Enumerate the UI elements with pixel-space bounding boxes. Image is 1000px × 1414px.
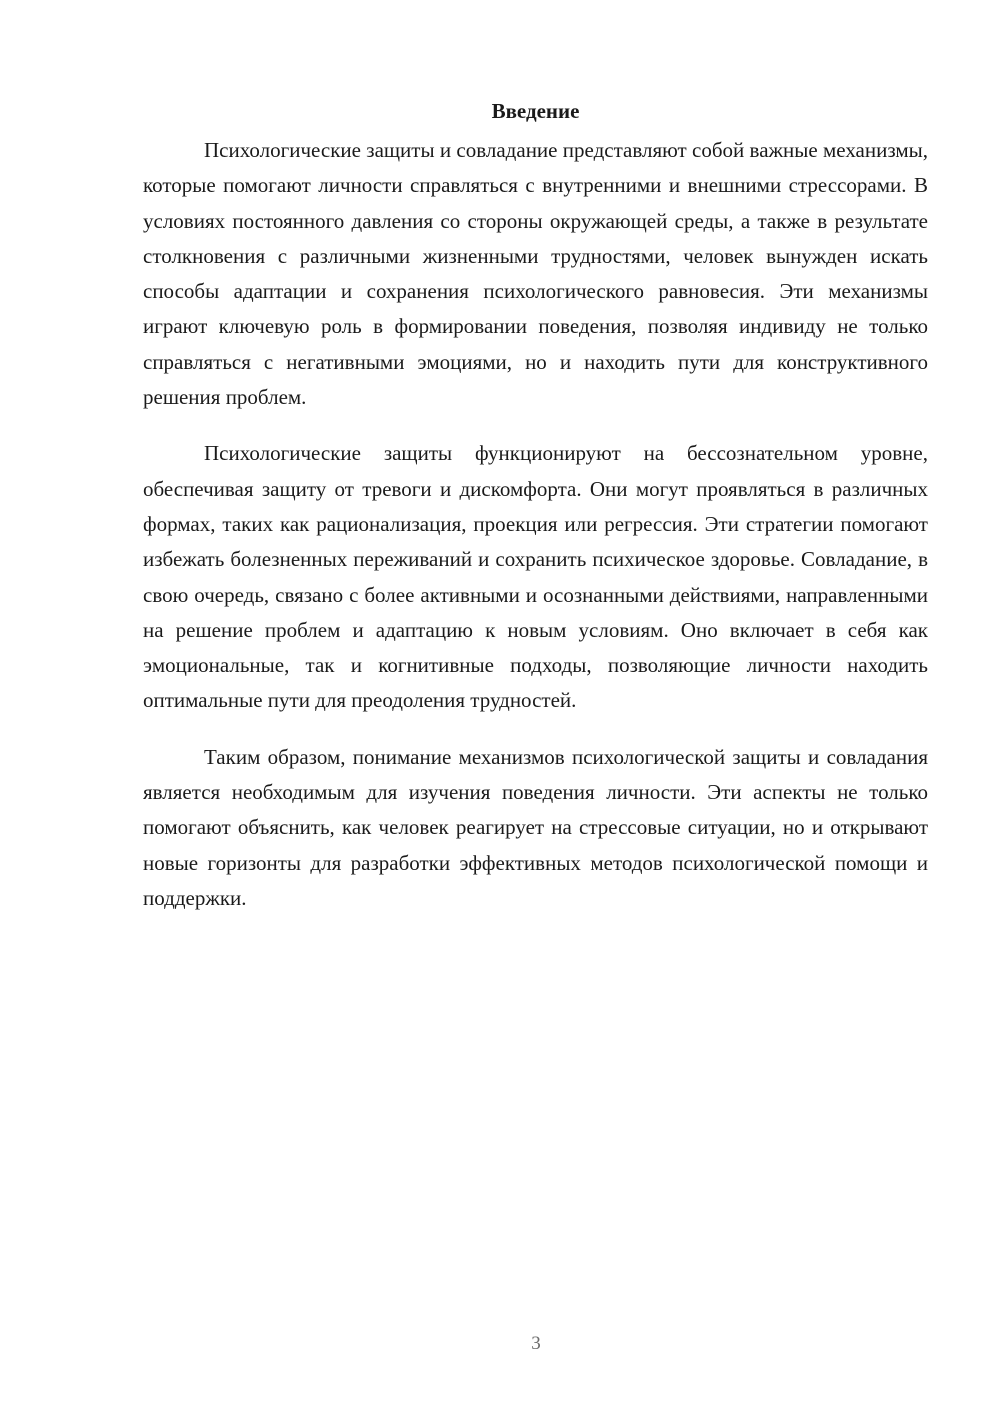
page-content (143, 96, 928, 937)
paragraph-2: Психологические защиты функционируют на бессознательном уровне, обеспечивая защиту от тревоги и дискомфорта. Они могут проявляться в различных формах, таких как рационализация, проекция или регрессия. Эти стратегии помогают избежать болезненных переживаний и сохранить психическое здоровье. Совладание, в свою очередь, связано с более активными и осознанными действиями, направленными на решение проблем и адаптацию к новым условиям. Оно включает в себя как эмоциональные, так и когнитивные подходы, позволяющие личности находить оптимальные пути для преодоления трудностей. (143, 441, 928, 713)
page-number: 3 (531, 1333, 541, 1354)
section-title: Введение (491, 99, 580, 123)
paragraph-1: Психологические защиты и совладание представляют собой важные механизмы, которые помогают личности справляться с внутренними и внешними стрессорами. В условиях постоянного давления со стороны окружающей среды, а также в результате столкновения с различными жизненными трудностями, человек вынужден искать способы адаптации и сохранения психологического равновесия. Эти механизмы играют ключевую роль в формировании поведения, позволяя индивиду не только справляться с негативными эмоциями, но и находить пути для конструктивного решения проблем. (143, 138, 928, 410)
paragraph-3: Таким образом, понимание механизмов психологической защиты и совладания является необходимым для изучения поведения личности. Эти аспекты не только помогают объяснить, как человек реагирует на стрессовые ситуации, но и открывают новые горизонты для разработки эффективных методов психологической помощи и поддержки. (143, 744, 928, 910)
